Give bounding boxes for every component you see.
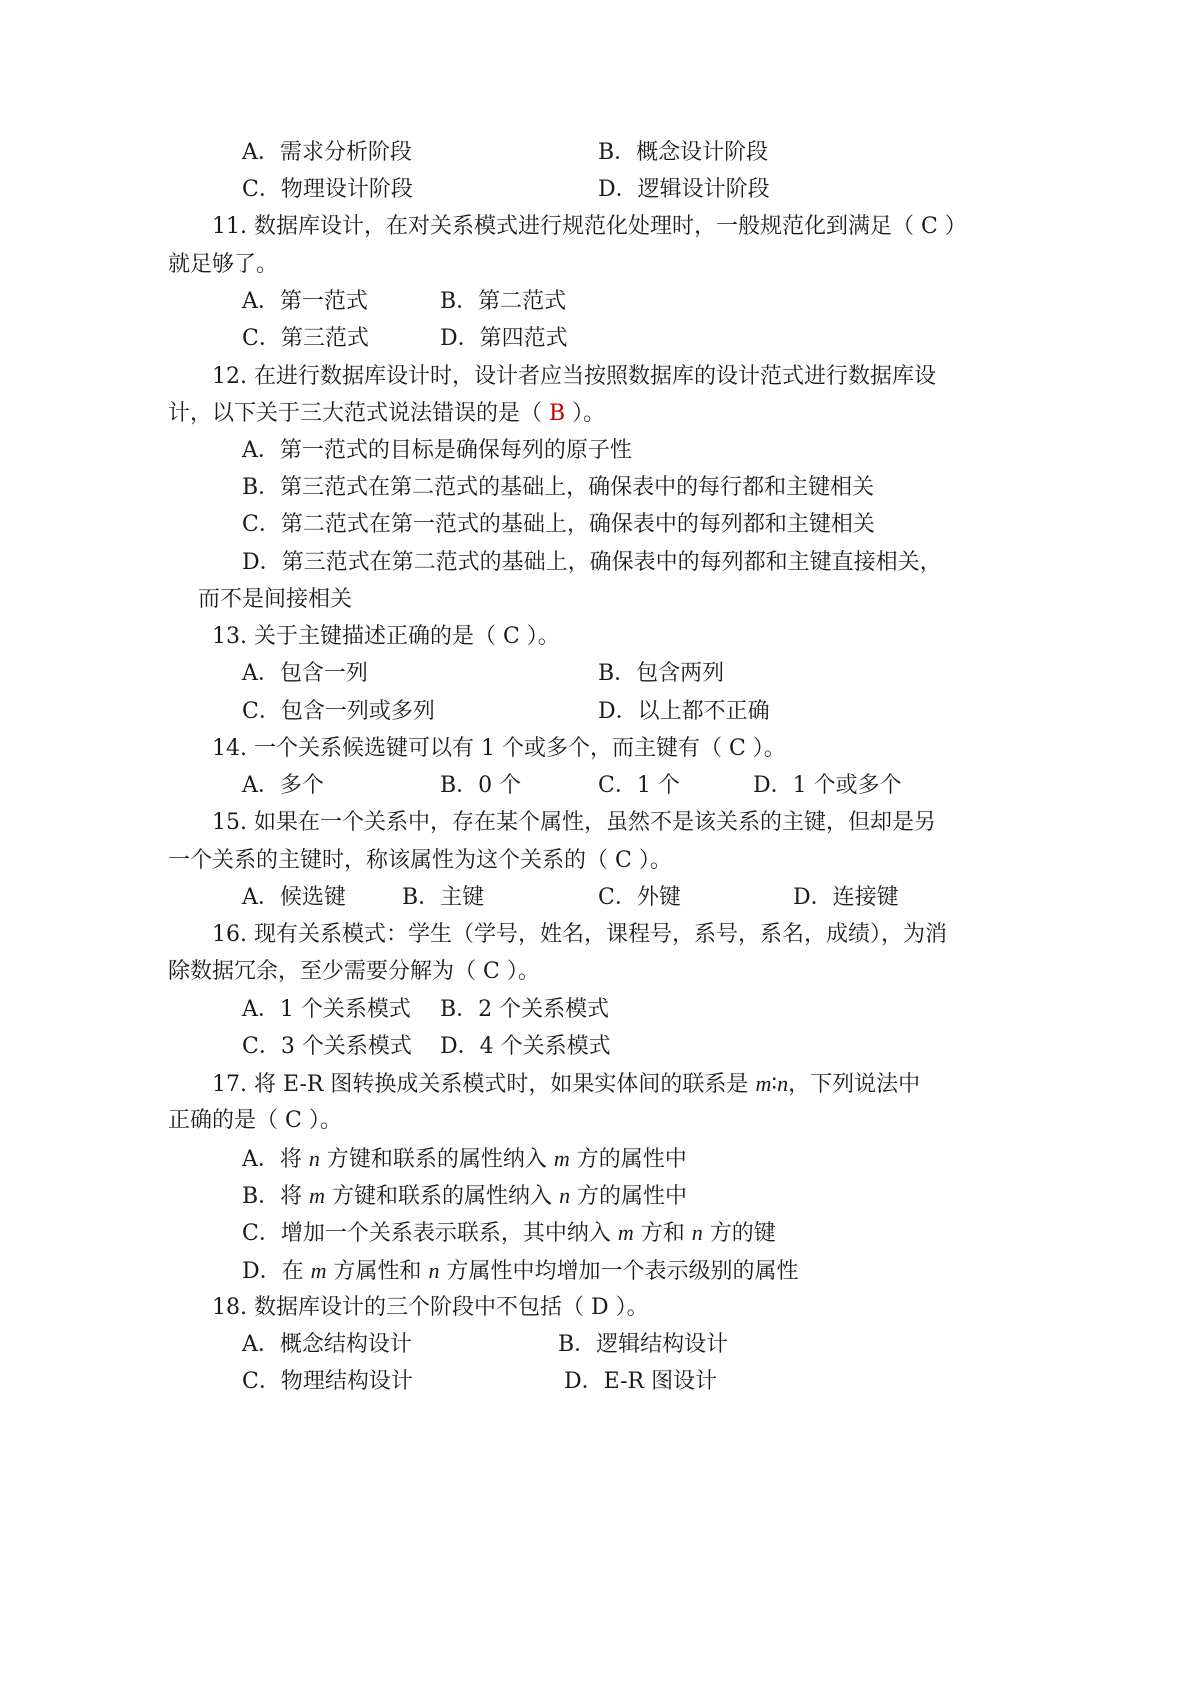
- q17-var-m: m: [755, 1071, 772, 1096]
- q17-stem-line1: [212, 1069, 920, 1100]
- q14-option-c: C．1 个: [598, 773, 680, 798]
- q13-option-a: A．包含一列: [242, 661, 368, 686]
- q14-option-b: B．0 个: [440, 773, 522, 798]
- q11-option-a: A．第一范式: [242, 289, 368, 314]
- q17-b-text3: 方的属性中: [570, 1184, 688, 1209]
- q17-option-c: [242, 1218, 776, 1249]
- q17-c-var-m: m: [617, 1220, 634, 1245]
- q18-option-d: D．E-R 图设计: [564, 1369, 718, 1394]
- q17-d-text1: D．在: [242, 1259, 311, 1284]
- q17-a-var-n: n: [308, 1146, 320, 1171]
- q17-c-text1: C．增加一个关系表示联系，其中纳入: [242, 1221, 618, 1246]
- q10-option-a: A．需求分析阶段: [242, 140, 412, 165]
- q16-stem-line1: 16. 现有关系模式：学生（学号，姓名，课程号，系号，系名，成绩），为消: [212, 922, 947, 947]
- q16-option-d: D．4 个关系模式: [440, 1034, 611, 1059]
- q15-option-b: B．主键: [402, 885, 485, 910]
- q16-option-a: A．1 个关系模式: [242, 997, 411, 1022]
- q14-stem: 14. 一个关系候选键可以有 1 个或多个，而主键有（ C ）。: [212, 736, 786, 761]
- q11-stem-line1: 11. 数据库设计，在对关系模式进行规范化处理时，一般规范化到满足（ C ）: [212, 214, 967, 239]
- q14-option-d: D．1 个或多个: [753, 773, 902, 798]
- q12-option-c: C．第二范式在第一范式的基础上，确保表中的每列都和主键相关: [242, 512, 875, 537]
- q10-option-c: C．物理设计阶段: [242, 177, 413, 202]
- q14-option-a: A．多个: [242, 773, 324, 798]
- q15-option-a: A．候选键: [242, 885, 346, 910]
- q10-option-d: D．逻辑设计阶段: [598, 177, 770, 202]
- q17-d-text3: 方属性中均增加一个表示级别的属性: [439, 1259, 799, 1284]
- q13-option-d: D．以上都不正确: [598, 699, 770, 724]
- q17-b-var-n: n: [559, 1183, 571, 1208]
- q17-d-var-n: n: [428, 1258, 440, 1283]
- q13-option-c: C．包含一列或多列: [242, 699, 435, 724]
- q17-c-text2: 方和: [633, 1221, 692, 1246]
- q12-answer: B: [549, 401, 566, 426]
- q11-option-b: B．第二范式: [440, 289, 567, 314]
- q17-a-text1: A．将: [242, 1147, 309, 1172]
- q17-b-text1: B．将: [242, 1184, 310, 1209]
- q18-option-a: A．概念结构设计: [242, 1332, 412, 1357]
- q17-option-d: [242, 1256, 799, 1287]
- q17-option-a: [242, 1144, 687, 1175]
- q11-option-c: C．第三范式: [242, 326, 369, 351]
- q17-a-var-m: m: [553, 1146, 570, 1171]
- q17-c-var-n: n: [691, 1220, 703, 1245]
- q12-stem-line1: 12. 在进行数据库设计时，设计者应当按照数据库的设计范式进行数据库设: [212, 364, 936, 389]
- q17-b-var-m: m: [309, 1183, 326, 1208]
- q17-stem-line2: 正确的是（ C ）。: [168, 1108, 342, 1133]
- q12-option-b: B．第三范式在第二范式的基础上，确保表中的每行都和主键相关: [242, 475, 875, 500]
- q11-stem-line2: 就足够了。: [168, 252, 279, 277]
- q18-stem: 18. 数据库设计的三个阶段中不包括（ D ）。: [212, 1295, 649, 1320]
- q15-stem-line1: 15. 如果在一个关系中，存在某个属性，虽然不是该关系的主键，但却是另: [212, 810, 936, 835]
- q17-d-var-m: m: [310, 1258, 327, 1283]
- q17-a-text2: 方键和联系的属性纳入: [319, 1147, 554, 1172]
- q12-stem-pre: 计，以下关于三大范式说法错误的是（: [168, 401, 549, 426]
- q12-option-d-line1: D．第三范式在第二范式的基础上，确保表中的每列都和主键直接相关，: [242, 550, 942, 575]
- q16-option-b: B．2 个关系模式: [440, 997, 610, 1022]
- q15-stem-line2: 一个关系的主键时，称该属性为这个关系的（ C ）。: [168, 848, 672, 873]
- q18-option-b: B．逻辑结构设计: [558, 1332, 729, 1357]
- q16-option-c: C．3 个关系模式: [242, 1034, 412, 1059]
- q18-option-c: C．物理结构设计: [242, 1369, 413, 1394]
- q17-a-text3: 方的属性中: [569, 1147, 687, 1172]
- q17-d-text2: 方属性和: [326, 1259, 429, 1284]
- q17-ratio-colon: ∶: [771, 1072, 778, 1097]
- q15-option-c: C．外键: [598, 885, 681, 910]
- q17-option-b: [242, 1181, 687, 1212]
- q17-var-n: n: [777, 1071, 789, 1096]
- q17-stem-pre: 17. 将 E-R 图转换成关系模式时，如果实体间的联系是: [212, 1072, 756, 1097]
- q11-option-d: D．第四范式: [440, 326, 568, 351]
- q17-stem-post: ，下列说法中: [788, 1072, 921, 1097]
- q12-stem-post: ）。: [565, 401, 606, 426]
- q12-stem-line2: [168, 399, 605, 429]
- q10-option-b: B．概念设计阶段: [598, 140, 769, 165]
- q17-c-text3: 方的键: [702, 1221, 776, 1246]
- q16-stem-line2: 除数据冗余，至少需要分解为（ C ）。: [168, 959, 540, 984]
- q17-b-text2: 方键和联系的属性纳入: [325, 1184, 560, 1209]
- q13-stem: 13. 关于主键描述正确的是（ C ）。: [212, 624, 560, 649]
- q12-option-d-line2: 而不是间接相关: [198, 587, 353, 612]
- q13-option-b: B．包含两列: [598, 661, 725, 686]
- q15-option-d: D．连接键: [793, 885, 899, 910]
- q12-option-a: A．第一范式的目标是确保每列的原子性: [242, 438, 632, 463]
